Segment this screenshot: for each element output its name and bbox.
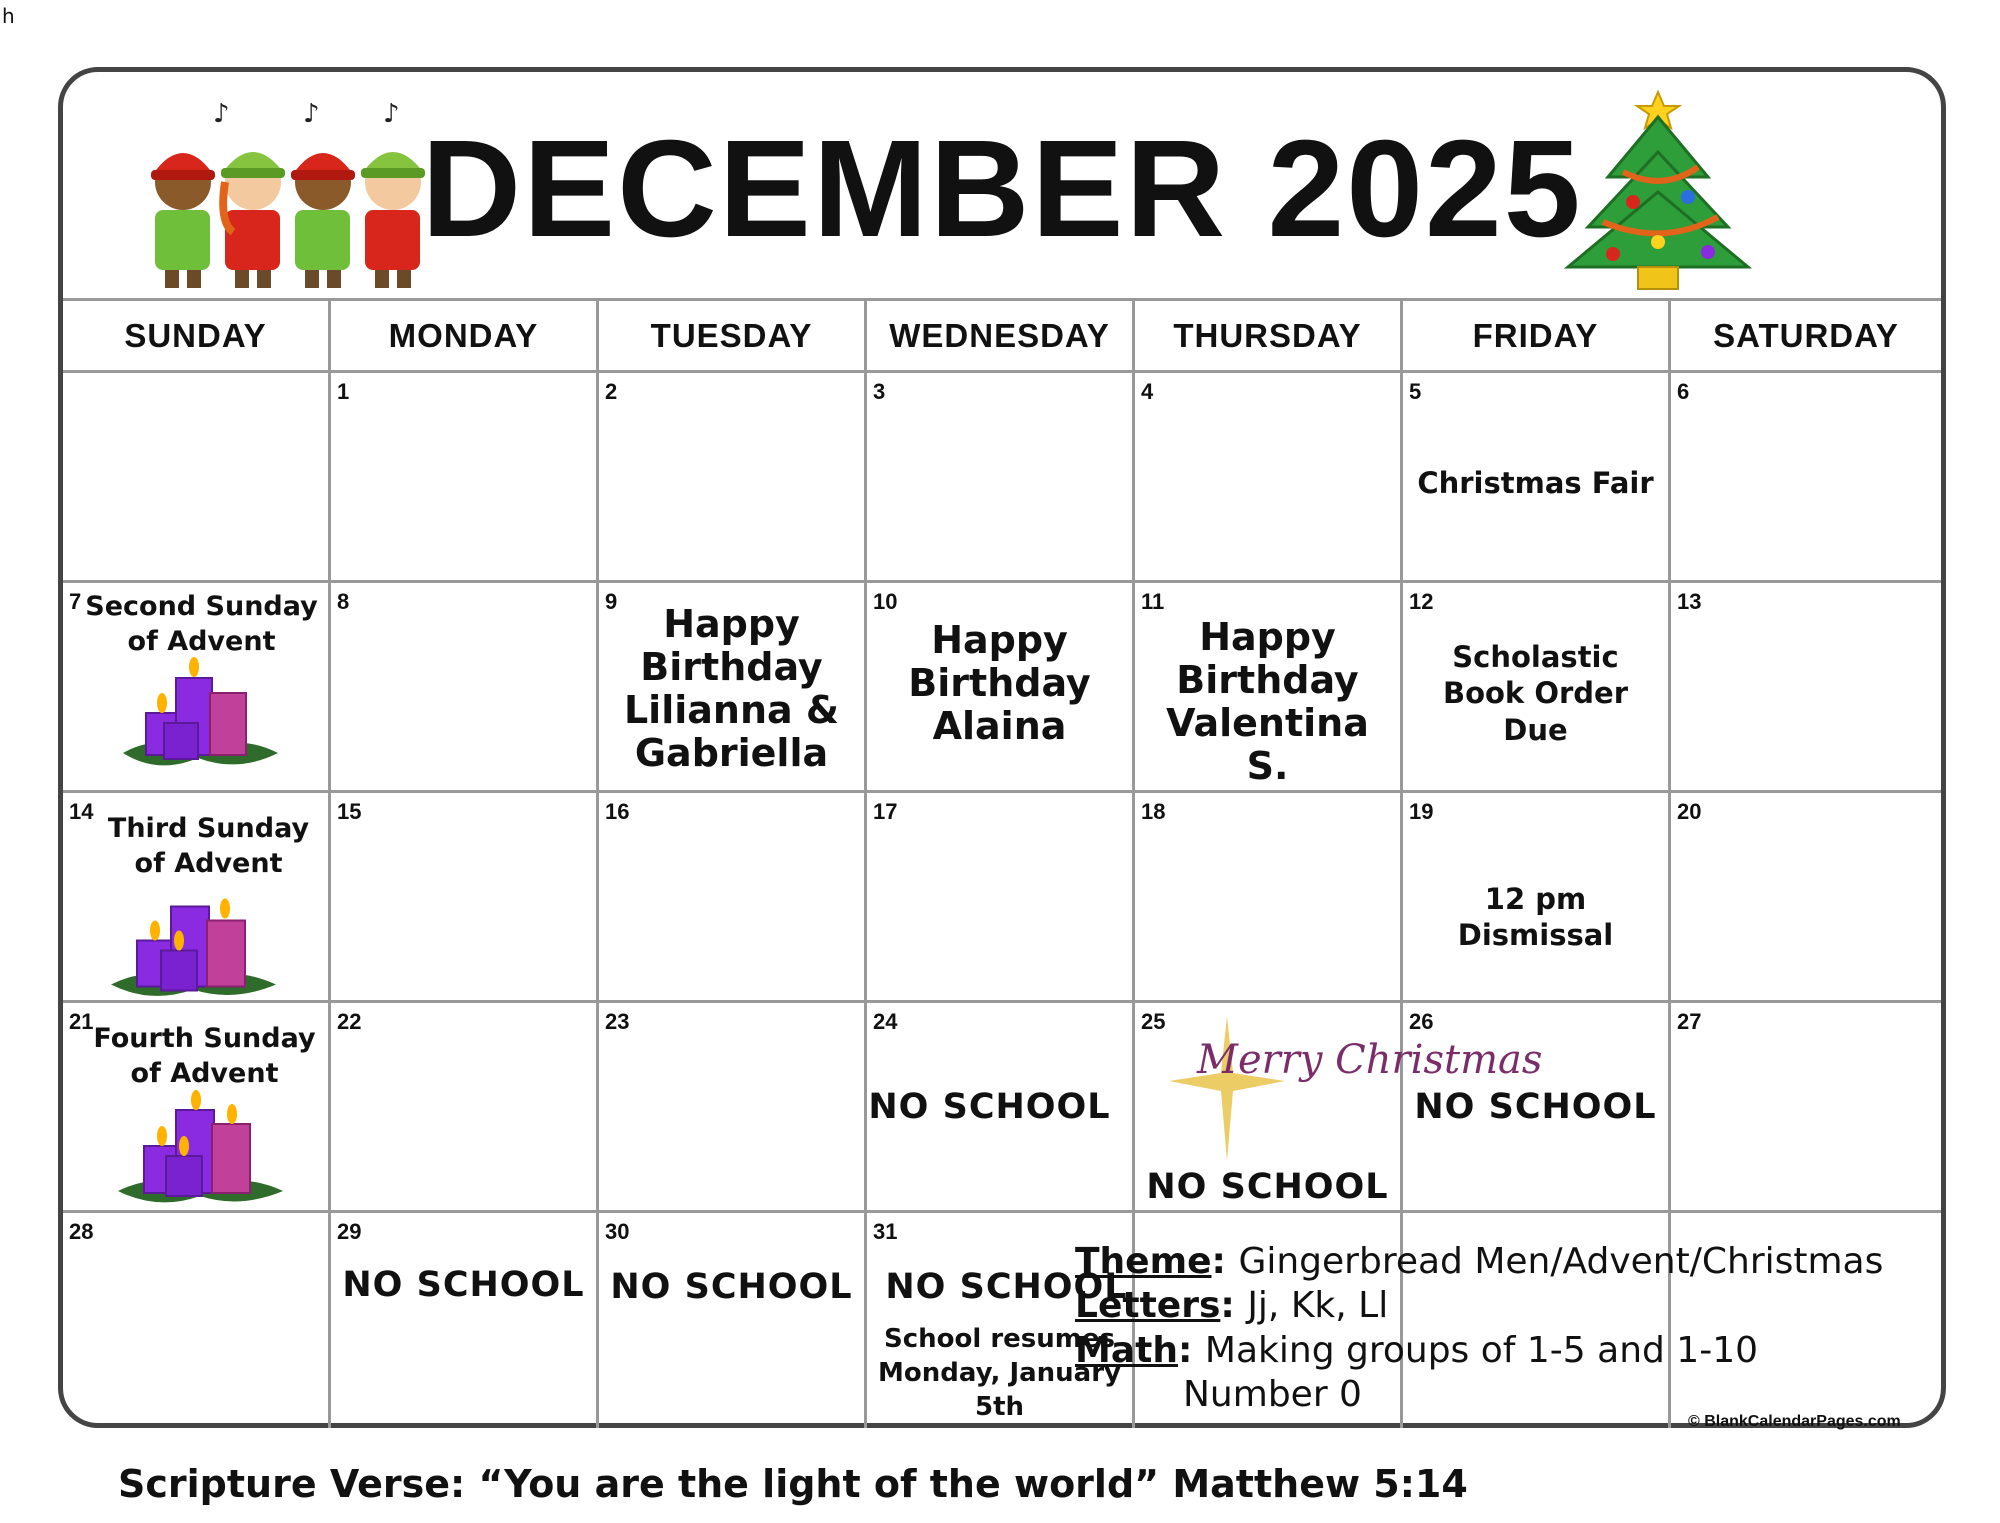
calendar-header [63, 72, 1941, 302]
date-number: 18 [1141, 799, 1166, 824]
event-label: Happy Birthday Lilianna & Gabriella [623, 602, 840, 775]
calendar-frame [58, 67, 1946, 1428]
credit-text: © BlankCalendarPages.com [1688, 1413, 1901, 1430]
day-cell[interactable] [331, 793, 599, 1003]
math-label: Math [1075, 1329, 1178, 1371]
no-school-label: NO SCHOOL [868, 1087, 1111, 1127]
day-cell[interactable] [1135, 583, 1403, 793]
curriculum-info [1075, 1240, 1945, 1417]
letters-label: Letters [1075, 1285, 1221, 1327]
day-cell[interactable] [63, 1213, 331, 1428]
day-cell[interactable] [1671, 583, 1941, 793]
day-cell[interactable] [867, 583, 1135, 793]
date-number: 14 [69, 799, 94, 824]
day-cell[interactable] [331, 1213, 599, 1428]
day-cell[interactable] [867, 373, 1135, 583]
event-label: Scholastic Book Order Due [1442, 640, 1629, 747]
date-number: 29 [337, 1219, 362, 1244]
event-label: Happy Birthday Valentina S. [1166, 615, 1369, 788]
date-number: 12 [1409, 589, 1434, 614]
day-header: SATURDAY [1671, 298, 1941, 373]
date-number: 9 [605, 589, 618, 614]
day-cell[interactable] [867, 793, 1135, 1003]
day-header: TUESDAY [599, 298, 867, 373]
day-cell[interactable] [63, 793, 331, 1003]
event-label: 12 pm Dismissal [1457, 882, 1614, 953]
date-number: 2 [605, 379, 618, 404]
date-number: 30 [605, 1219, 630, 1244]
day-header: MONDAY [331, 298, 599, 373]
date-number: 17 [873, 799, 898, 824]
day-cell[interactable] [1135, 793, 1403, 1003]
no-school-label: NO SCHOOL [885, 1267, 1128, 1307]
day-cell[interactable] [331, 583, 599, 793]
math-value: Making groups of 1-5 and 1-10 [1204, 1329, 1759, 1371]
date-number: 4 [1141, 379, 1154, 404]
svg-text:♪: ♪ [213, 99, 230, 129]
day-cell[interactable] [1671, 1003, 1941, 1213]
date-number: 13 [1677, 589, 1702, 614]
day-cell[interactable] [331, 1003, 599, 1213]
day-cell[interactable] [63, 583, 331, 793]
day-cell[interactable] [599, 373, 867, 583]
date-number: 28 [69, 1219, 94, 1244]
advent-candles-icon [111, 885, 276, 1010]
christmas-tree-illustration [1563, 82, 1753, 292]
day-cell[interactable] [599, 793, 867, 1003]
day-cell[interactable] [1135, 373, 1403, 583]
date-number: 27 [1677, 1009, 1702, 1034]
date-number: 19 [1409, 799, 1434, 824]
date-number: 5 [1409, 379, 1422, 404]
date-number: 16 [605, 799, 630, 824]
day-cell[interactable] [63, 1003, 331, 1213]
day-cell-empty [63, 373, 331, 583]
date-number: 11 [1141, 589, 1165, 614]
advent-candles-icon [118, 653, 283, 778]
day-header: WEDNESDAY [867, 298, 1135, 373]
date-number: 23 [605, 1009, 630, 1034]
svg-text:♪: ♪ [303, 99, 320, 129]
event-label: Happy Birthday Alaina [908, 618, 1091, 748]
no-school-label: NO SCHOOL [342, 1265, 585, 1305]
day-cell[interactable] [1671, 373, 1941, 583]
day-cell[interactable] [599, 1213, 867, 1428]
date-number: 7 [69, 589, 82, 614]
day-cell[interactable] [599, 1003, 867, 1213]
date-number: 22 [337, 1009, 362, 1034]
day-cell[interactable] [1671, 793, 1941, 1003]
event-note: School resumes Monday, January 5th [877, 1324, 1121, 1422]
day-cell[interactable] [331, 373, 599, 583]
date-number: 31 [873, 1219, 898, 1244]
scripture-verse: Scripture Verse: “You are the light of the world” Matthew 5:14 [118, 1462, 1468, 1506]
svg-text:♪: ♪ [383, 99, 400, 129]
letters-value: Jj, Kk, Ll [1247, 1285, 1389, 1327]
no-school-label: NO SCHOOL [1146, 1167, 1389, 1207]
day-cell[interactable] [599, 583, 867, 793]
letters-line: Letters: Jj, Kk, Ll [1075, 1285, 1389, 1327]
day-cell[interactable] [867, 1003, 1135, 1213]
day-header: THURSDAY [1135, 298, 1403, 373]
date-number: 25 [1141, 1009, 1166, 1034]
event-label: Christmas Fair [1417, 466, 1654, 500]
date-number: 1 [337, 379, 350, 404]
day-cell[interactable] [1403, 793, 1671, 1003]
event-label: Second Sunday of Advent [85, 591, 318, 658]
event-label: Third Sunday of Advent [107, 813, 310, 880]
no-school-label: NO SCHOOL [1414, 1087, 1657, 1127]
theme-label: Theme [1075, 1241, 1212, 1282]
date-number: 3 [873, 379, 886, 404]
no-school-label: NO SCHOOL [610, 1267, 853, 1307]
advent-candles-icon [118, 1091, 283, 1216]
math-value-line2: Number 0 [1183, 1373, 1362, 1415]
theme-value: Gingerbread Men/Advent/Christmas [1238, 1241, 1884, 1282]
event-label: Fourth Sunday of Advent [93, 1023, 316, 1090]
date-number: 15 [337, 799, 362, 824]
date-number: 21 [69, 1009, 94, 1034]
merry-christmas-text: Merry Christmas [1197, 1037, 1543, 1083]
theme-line: Theme: Gingerbread Men/Advent/Christmas [1075, 1241, 1884, 1282]
date-number: 10 [873, 589, 898, 614]
day-cell[interactable] [1403, 1003, 1671, 1213]
date-number: 24 [873, 1009, 898, 1034]
page-title: DECEMBER 2025 [421, 112, 1583, 266]
day-cell[interactable] [1403, 583, 1671, 793]
date-number: 20 [1677, 799, 1702, 824]
day-header: FRIDAY [1403, 298, 1671, 373]
day-header: SUNDAY [63, 298, 331, 373]
date-number: 8 [337, 589, 350, 614]
corner-mark: h [2, 4, 15, 28]
math-line: Math: Making groups of 1-5 and 1-10 [1075, 1329, 1759, 1371]
date-number: 26 [1409, 1009, 1434, 1034]
date-number: 6 [1677, 379, 1690, 404]
day-cell[interactable] [1403, 373, 1671, 583]
